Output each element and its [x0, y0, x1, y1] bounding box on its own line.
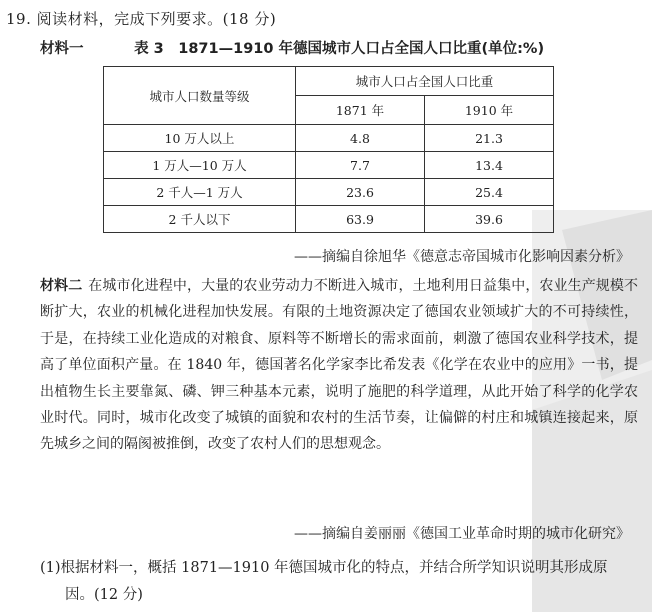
col-header-1910: 1910 年	[425, 96, 554, 125]
cell-level: 1 万人—10 万人	[104, 152, 296, 179]
col-header-group: 城市人口占全国人口比重	[296, 67, 554, 96]
cell-1871: 4.8	[296, 125, 425, 152]
table-row	[104, 206, 554, 233]
cell-1910: 25.4	[425, 179, 554, 206]
material1-source: ——摘编自徐旭华《德意志帝国城市化影响因素分析》	[294, 249, 630, 265]
cell-level: 2 千人—1 万人	[104, 179, 296, 206]
question-header: 19. 阅读材料，完成下列要求。(18 分)	[6, 10, 277, 28]
material2-source: ——摘编自姜丽丽《德国工业革命时期的城市化研究》	[294, 526, 630, 542]
sub-question-1-line1: (1)根据材料一，概括 1871—1910 年德国城市化的特点，并结合所学知识说明其形成原	[40, 560, 608, 576]
material2-label: 材料二	[40, 278, 83, 294]
cell-1871: 63.9	[296, 206, 425, 233]
cell-1910: 13.4	[425, 152, 554, 179]
population-table	[103, 66, 554, 233]
table-row	[104, 179, 554, 206]
table-row	[104, 152, 554, 179]
cell-1871: 23.6	[296, 179, 425, 206]
col-header-1871: 1871 年	[296, 96, 425, 125]
cell-1910: 39.6	[425, 206, 554, 233]
cell-1871: 7.7	[296, 152, 425, 179]
material1-label: 材料一	[40, 41, 84, 57]
material2-text: 在城市化进程中，大量的农业劳动力不断进入城市，土地利用日益集中，农业生产规模不断扩大，农业的机械化进程加快发展。有限的土地资源决定了德国农业领域扩大的不可持续性，于是，在持续工业化造成的对粮食、原料等不断增长的需求面前，刺激了德国农业科学技术，提高了单位面积产量。在 1840 年，德国著名化学家李比希发表《化学在农业中的应用》一书，提出植物生长主要靠氮、磷、钾三种基本元素，说明了施肥的科学道理，从此开始了科学的化学农业时代。同时，城市化改变了城镇的面貌和农村的生活节奏，让偏僻的村庄和城镇连接起来，原先城乡之间的隔阂被推倒，改变了农村人们的思想观念。	[40, 278, 639, 453]
cell-level: 2 千人以下	[104, 206, 296, 233]
cell-level: 10 万人以上	[104, 125, 296, 152]
cell-1910: 21.3	[425, 125, 554, 152]
material2-paragraph	[40, 273, 638, 458]
col-header-level: 城市人口数量等级	[104, 67, 296, 125]
sub-question-1-line2: 因。(12 分)	[65, 587, 143, 603]
table-title: 表 3 1871—1910 年德国城市人口占全国人口比重(单位:%)	[134, 41, 545, 57]
material1-heading	[40, 37, 544, 58]
table-row	[104, 125, 554, 152]
sub-question-1	[40, 555, 640, 609]
